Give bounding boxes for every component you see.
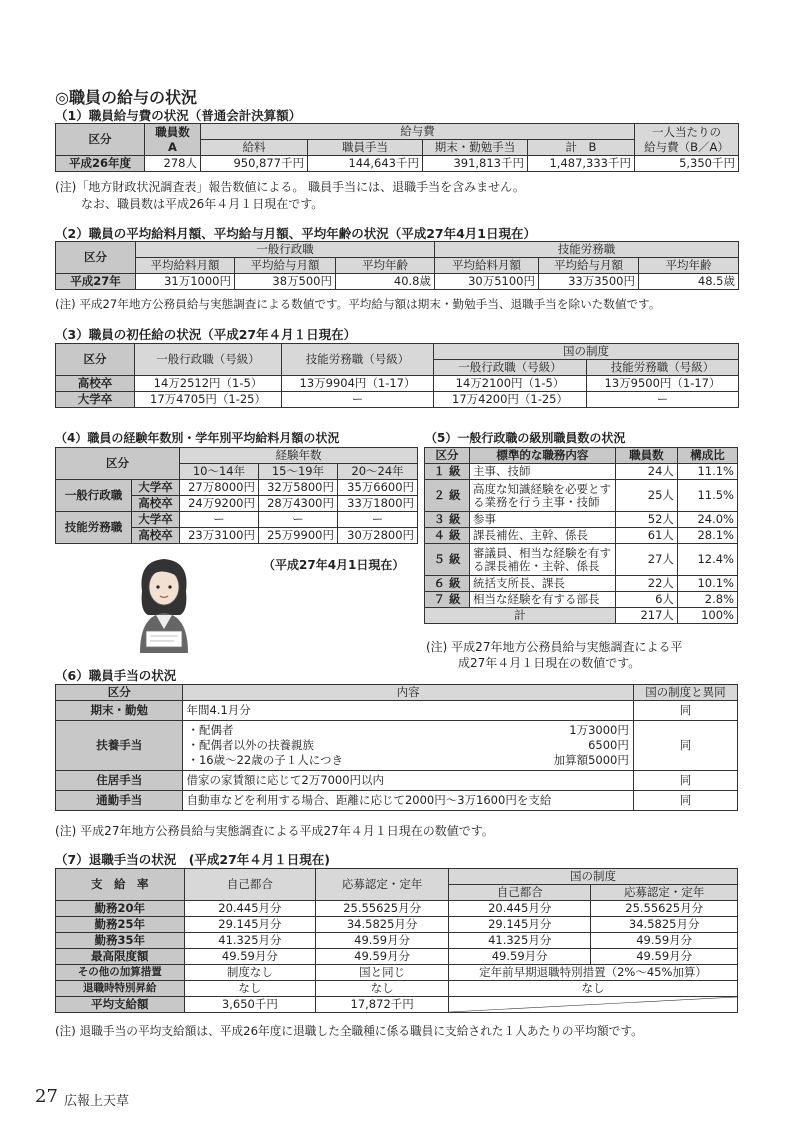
header-kuni: 国の制度	[449, 869, 738, 885]
table-cell: 17万4200円（1-25）	[434, 392, 587, 408]
dependent-line	[187, 753, 628, 768]
section-2-heading: （2）職員の平均給料月額、平均給与月額、平均年齢の状況（平成27年4月1日現在）	[55, 226, 536, 241]
table-cell: ー	[338, 512, 418, 528]
total-staff: 217人	[615, 608, 677, 624]
section-6-note: (注) 平成27年地方公務員給与実態調査による平成27年４月１日現在の数値です。	[55, 824, 494, 838]
grade-staff: 27人	[615, 544, 677, 576]
row-label: 高校卒	[56, 376, 135, 392]
header-years: 経験年数	[180, 448, 418, 464]
grade-ratio: 28.1%	[677, 528, 737, 544]
dependent-line	[187, 738, 628, 753]
table-cell: 27万8000円	[180, 480, 259, 496]
section-4-date: （平成27年4月1日現在）	[263, 558, 405, 572]
allowance-same: 同	[633, 791, 737, 811]
table-cell: 23万3100円	[180, 528, 259, 544]
header-per-person	[635, 124, 739, 156]
cell-staff: 278人	[145, 156, 201, 172]
table-cell: 49.59月分	[449, 949, 591, 965]
row-label: 大学卒	[132, 512, 180, 528]
group-gino: 技能労務職	[56, 512, 132, 544]
section-5-heading: （5）一般行政職の級別職員数の状況	[425, 431, 626, 445]
table-cell: 49.59月分	[316, 949, 449, 965]
dependent-amount: 1万3000円	[569, 723, 629, 737]
row-label: 勤務35年	[56, 933, 185, 949]
header-kimatsu: 期末・勤勉手当	[423, 140, 528, 156]
table-cell: 29.145月分	[184, 917, 316, 933]
grade-staff-table	[424, 447, 738, 624]
table-cell: 40.8歳	[336, 274, 435, 290]
header-kubun: 区分	[56, 344, 135, 376]
dependent-label: ・16歳～22歳の子１人につき	[187, 753, 344, 767]
grade-duties: 主事、技師	[470, 464, 616, 480]
table-cell: 24万9200円	[180, 496, 259, 512]
section-5-note-2: 成27年４月１日現在の数値です。	[458, 656, 641, 670]
header-kuni: 国の制度	[434, 344, 739, 360]
row-label: 退職時特別昇給	[56, 981, 185, 997]
table-cell: 30万2800円	[338, 528, 418, 544]
header-kubun: 区分	[56, 685, 183, 701]
grade-duties: 高度な知識経験を必要とする業務を行う主事・技師	[470, 480, 616, 512]
publication-name: 広報上天草	[64, 1094, 130, 1109]
row-year: 平成26年度	[56, 156, 145, 172]
header-kubun: 区分	[425, 448, 470, 464]
empty-diagonal-cell	[449, 997, 738, 1013]
table-cell: 33万1800円	[338, 496, 418, 512]
table-cell: 49.59月分	[184, 949, 316, 965]
header-kyuryo: 給料	[201, 140, 308, 156]
header-ippan: 一般行政職（号級）	[135, 344, 282, 376]
table-cell: 20.445月分	[449, 901, 591, 917]
row-label: 平均支給額	[56, 997, 185, 1013]
table-cell: 29.145月分	[449, 917, 591, 933]
grade-duties: 相当な経験を有する部長	[470, 592, 616, 608]
allowance-same: 同	[633, 701, 737, 721]
allowance-same: 同	[633, 771, 737, 791]
table-cell: 17万4705円（1-25）	[135, 392, 282, 408]
table-cell: なし	[316, 981, 449, 997]
section-1-heading: （1）職員給与費の状況（普通会計決算額）	[55, 108, 302, 123]
grade-label: ７ 級	[425, 592, 470, 608]
header-per-line2: 給与費（B／A）	[644, 139, 729, 154]
table-cell: 14万2100円（1-5）	[434, 376, 587, 392]
table-cell: 49.59月分	[591, 933, 738, 949]
allowance-content: 借家の家賃額に応じて2万7000円以内	[183, 771, 633, 791]
header-year-range: 15～19年	[259, 464, 338, 480]
staff-illustration	[128, 553, 200, 653]
allowance-content: 年間4.1月分	[183, 701, 633, 721]
group-ippan: 一般行政職	[56, 480, 132, 512]
header-obo: 応募認定・定年	[316, 869, 449, 901]
cell-total: 1,487,333千円	[528, 156, 635, 172]
header-jiko: 自己都合	[184, 869, 316, 901]
table-cell: 30万5100円	[435, 274, 539, 290]
table-cell: ー	[259, 512, 338, 528]
header-year-range: 20～24年	[338, 464, 418, 480]
allowance-label: 通勤手当	[56, 791, 183, 811]
allowance-label: 期末・勤勉	[56, 701, 183, 721]
header-gino: 技能労務職（号級）	[282, 344, 434, 376]
grade-ratio: 12.4%	[677, 544, 737, 576]
grade-label: ５ 級	[425, 544, 470, 576]
header-rate: 支 給 率	[56, 869, 185, 901]
table-cell: 34.5825月分	[316, 917, 449, 933]
table-cell: 制度なし	[184, 965, 316, 981]
section-1-note-2: なお、職員数は平成26年４月１日現在です。	[81, 197, 324, 211]
dependent-label: ・配偶者以外の扶養親族	[187, 738, 314, 752]
grade-staff: 24人	[615, 464, 677, 480]
grade-label: １ 級	[425, 464, 470, 480]
dependent-label: ・配偶者	[187, 723, 234, 737]
header-teate: 職員手当	[308, 140, 423, 156]
table-cell: 33万3500円	[539, 274, 639, 290]
header-salary-cost: 給与費	[201, 124, 635, 140]
header-content: 内容	[183, 685, 633, 701]
sub-header: 平均給与月額	[235, 258, 336, 274]
grade-label: ６ 級	[425, 576, 470, 592]
header-national-diff: 国の制度と異同	[633, 685, 737, 701]
header-kubun: 区分	[56, 242, 136, 274]
grade-ratio: 11.5%	[677, 480, 737, 512]
table-cell: なし	[184, 981, 316, 997]
header-staff-line1: 職員数	[155, 124, 190, 139]
table-cell: 41.325月分	[449, 933, 591, 949]
allowance-label: 住居手当	[56, 771, 183, 791]
table-cell: 31万1000円	[136, 274, 235, 290]
grade-label: ３ 級	[425, 512, 470, 528]
salary-cost-table	[55, 123, 739, 172]
header-staff-count	[145, 124, 201, 156]
table-cell: 28万4300円	[259, 496, 338, 512]
table-cell: 13万9904円（1-17）	[282, 376, 434, 392]
row-label: 勤務25年	[56, 917, 185, 933]
table-cell: 3,650千円	[184, 997, 316, 1013]
table-cell: 48.5歳	[639, 274, 739, 290]
table-cell: 国と同じ	[316, 965, 449, 981]
table-cell: 定年前早期退職特別措置（2%～45%加算）	[449, 965, 738, 981]
row-label: その他の加算措置	[56, 965, 185, 981]
header-ippan: 一般行政職	[136, 242, 435, 258]
table-cell: 49.59月分	[591, 949, 738, 965]
grade-ratio: 11.1%	[677, 464, 737, 480]
table-cell: 38万500円	[235, 274, 336, 290]
dependent-amount: 加算額5000円	[553, 753, 629, 767]
starting-salary-table	[55, 343, 739, 408]
allowance-label: 扶養手当	[56, 721, 183, 771]
table-cell: 25.55625月分	[316, 901, 449, 917]
allowance-same: 同	[633, 721, 737, 771]
grade-duties: 課長補佐、主幹、係長	[470, 528, 616, 544]
row-label: 大学卒	[132, 480, 180, 496]
page-number: 27	[35, 1086, 58, 1107]
table-cell: 41.325月分	[184, 933, 316, 949]
grade-ratio: 24.0%	[677, 512, 737, 528]
header-kuni-jiko: 自己都合	[449, 885, 591, 901]
experience-salary-table	[55, 447, 418, 544]
header-kubun: 区分	[56, 448, 180, 480]
grade-ratio: 10.1%	[677, 576, 737, 592]
grade-staff: 6人	[615, 592, 677, 608]
grade-staff: 52人	[615, 512, 677, 528]
table-cell: 35万6600円	[338, 480, 418, 496]
section-2-note: (注) 平成27年地方公務員給与実態調査による数値です。平均給与額は期末・勤勉手当、退職手当を除いた数値です。	[55, 297, 661, 311]
header-gino: 技能労務職	[435, 242, 739, 258]
table-cell: 25万9900円	[259, 528, 338, 544]
table-cell: ー	[282, 392, 434, 408]
row-label: 高校卒	[132, 528, 180, 544]
section-6-heading: （6）職員手当の状況	[55, 668, 177, 683]
cell-per-person: 5,350千円	[635, 156, 739, 172]
grade-staff: 25人	[615, 480, 677, 512]
sub-header: 平均給与月額	[539, 258, 639, 274]
table-cell: 25.55625月分	[591, 901, 738, 917]
section-7-note: (注) 退職手当の平均支給額は、平成26年度に退職した全職種に係る職員に支給された１人あたりの平均額です。	[55, 1024, 643, 1038]
header-duties: 標準的な職務内容	[470, 448, 616, 464]
header-kuni-gino: 技能労務職（号級）	[587, 360, 739, 376]
table-cell: 34.5825月分	[591, 917, 738, 933]
row-label: 最高限度額	[56, 949, 185, 965]
grade-staff: 61人	[615, 528, 677, 544]
section-5-note-1: (注) 平成27年地方公務員給与実態調査による平	[426, 640, 683, 654]
header-per-line1: 一人当たりの	[652, 124, 721, 139]
sub-header: 平均給料月額	[435, 258, 539, 274]
row-label: 高校卒	[132, 496, 180, 512]
retirement-allowance-table	[55, 868, 738, 1013]
grade-ratio: 2.8%	[677, 592, 737, 608]
header-staff: 職員数	[615, 448, 677, 464]
grade-staff: 22人	[615, 576, 677, 592]
cell-kimatsu: 391,813千円	[423, 156, 528, 172]
row-label: 勤務20年	[56, 901, 185, 917]
table-cell: 32万5800円	[259, 480, 338, 496]
sub-header: 平均年齢	[336, 258, 435, 274]
table-cell: 20.445月分	[184, 901, 316, 917]
table-cell: 14万2512円（1-5）	[135, 376, 282, 392]
table-cell: 13万9500円（1-17）	[587, 376, 739, 392]
table-cell: ー	[180, 512, 259, 528]
grade-duties: 審議員、相当な経験を有する課長補佐・主幹、係長	[470, 544, 616, 576]
allowance-table	[55, 684, 738, 811]
header-kuni-ippan: 一般行政職（号級）	[434, 360, 587, 376]
total-label: 計	[425, 608, 616, 624]
grade-duties: 統括支所長、課長	[470, 576, 616, 592]
sub-header: 平均給料月額	[136, 258, 235, 274]
cell-teate: 144,643千円	[308, 156, 423, 172]
sub-header: 平均年齢	[639, 258, 739, 274]
table-cell: 17,872千円	[316, 997, 449, 1013]
dependent-line	[187, 723, 628, 738]
row-label: 大学卒	[56, 392, 135, 408]
header-year-range: 10～14年	[180, 464, 259, 480]
section-4-heading: （4）職員の経験年数別・学年別平均給料月額の状況	[55, 431, 340, 445]
page-title: ◎職員の給与の状況	[55, 88, 197, 107]
allowance-content-dependents	[183, 721, 633, 771]
section-7-heading: （7）退職手当の状況 (平成27年４月１日現在)	[55, 852, 331, 867]
row-year: 平成27年	[56, 274, 136, 290]
header-total: 計 B	[528, 140, 635, 156]
section-3-heading: （3）職員の初任給の状況（平成27年４月１日現在）	[55, 327, 357, 342]
table-cell: 49.59月分	[316, 933, 449, 949]
header-staff-line2: A	[168, 139, 177, 154]
average-salary-table	[55, 241, 739, 290]
cell-kyuryo: 950,877千円	[201, 156, 308, 172]
section-1-note-1: (注)「地方財政状況調査表」報告数値による。 職員手当には、退職手当を含みません。	[55, 180, 525, 194]
header-kubun: 区分	[56, 124, 145, 156]
grade-label: ２ 級	[425, 480, 470, 512]
header-kuni-obo: 応募認定・定年	[591, 885, 738, 901]
grade-label: ４ 級	[425, 528, 470, 544]
allowance-content: 自動車などを利用する場合、距離に応じて2000円～3万1600円を支給	[183, 791, 633, 811]
total-ratio: 100%	[677, 608, 737, 624]
dependent-amount: 6500円	[588, 738, 629, 752]
table-cell: なし	[449, 981, 738, 997]
table-cell: ー	[587, 392, 739, 408]
grade-duties: 参事	[470, 512, 616, 528]
header-ratio: 構成比	[677, 448, 737, 464]
